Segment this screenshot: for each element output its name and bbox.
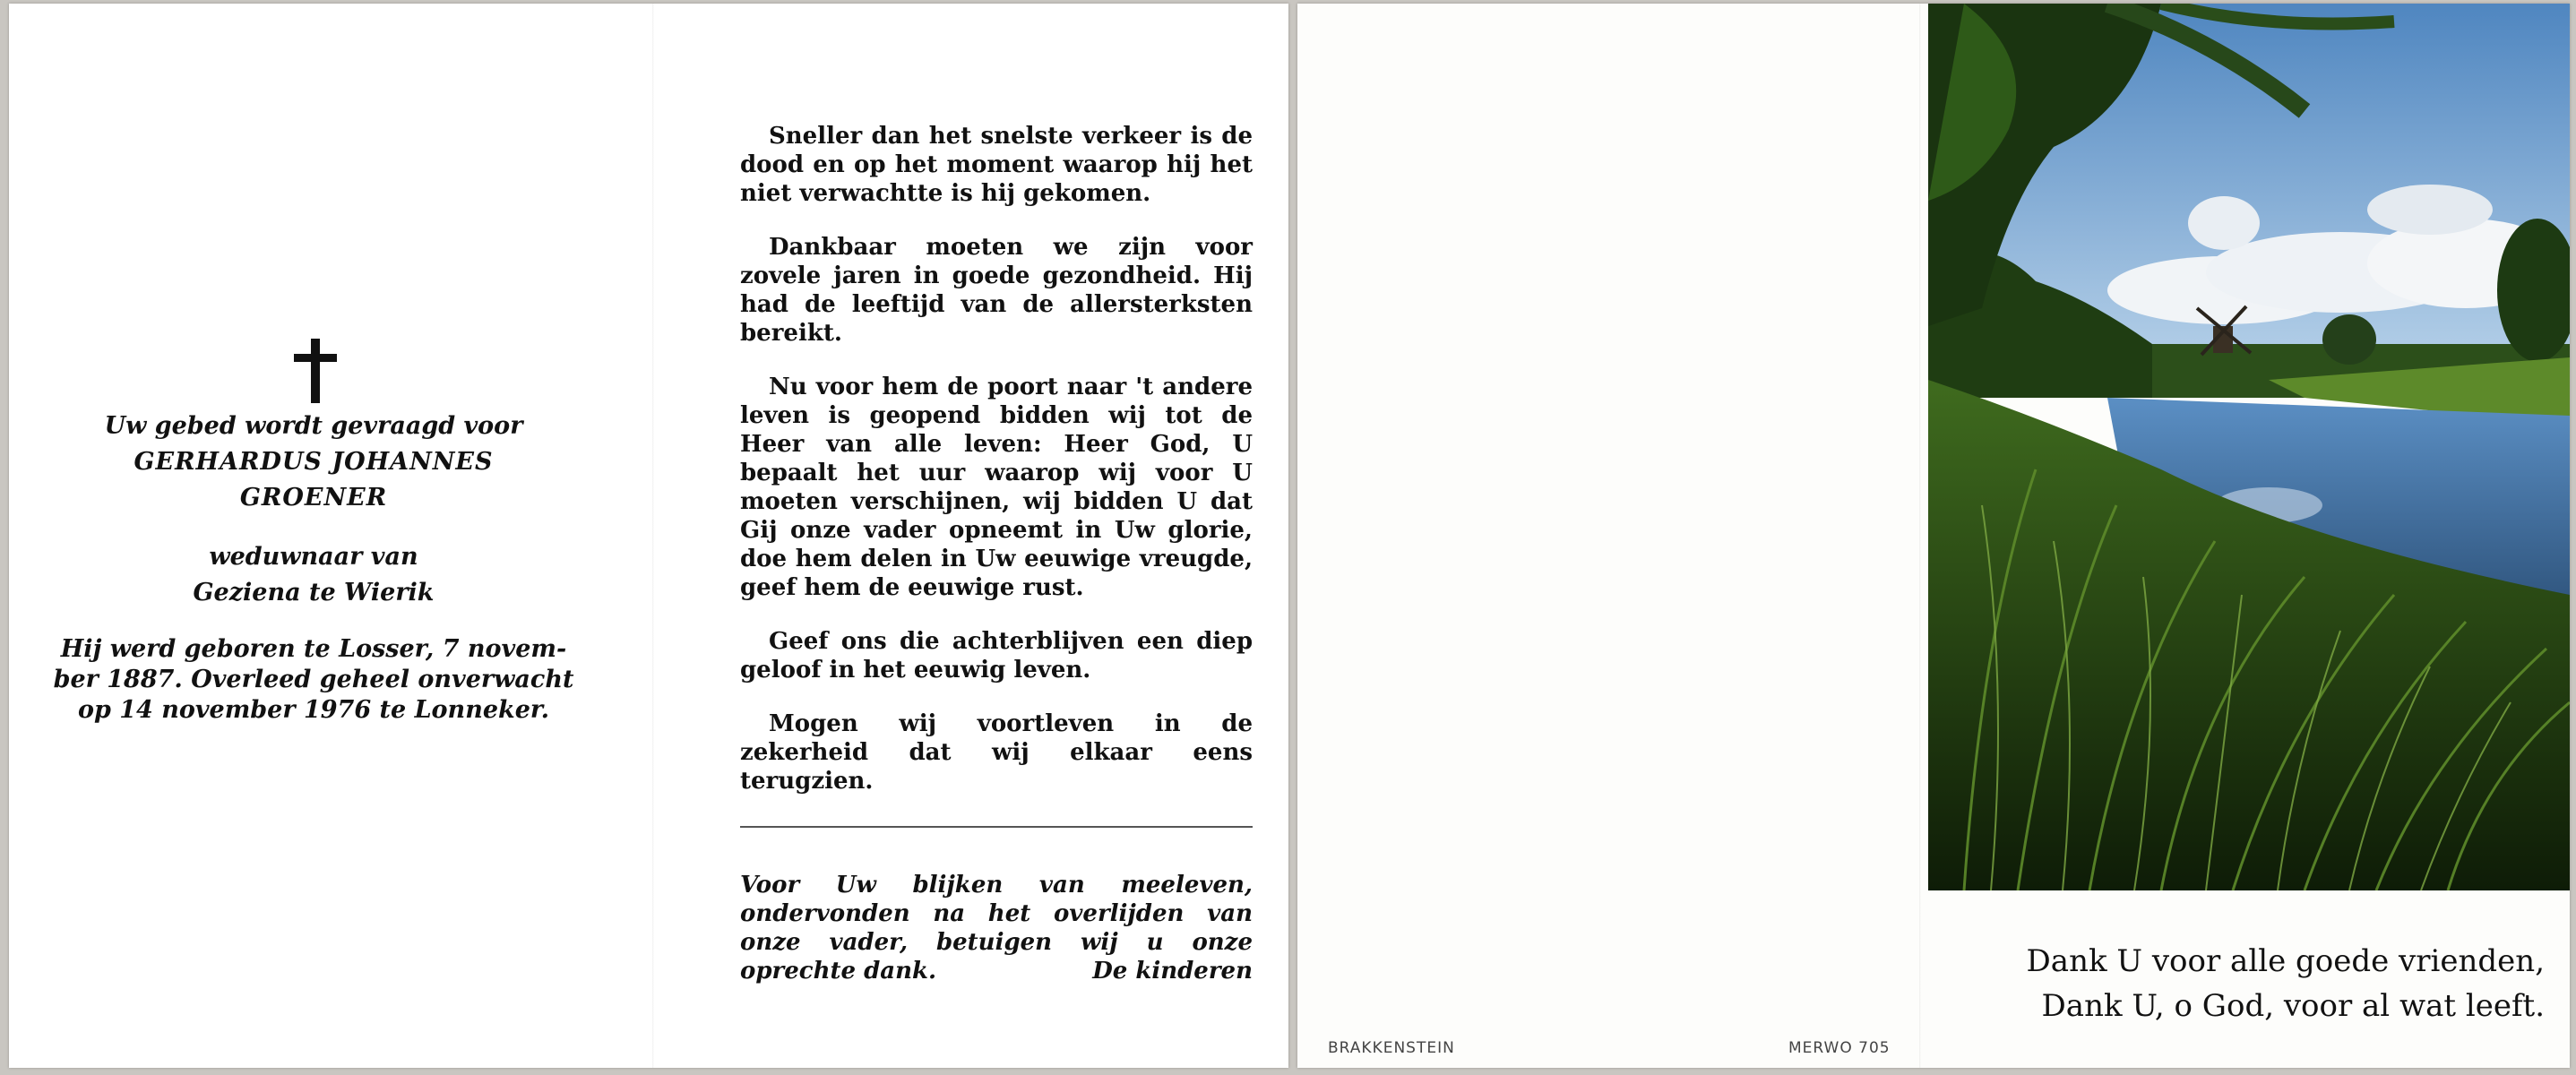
paragraph: Dankbaar moeten we zijn voor zovele jaren in goede gezondheid. Hij had de leeftijd van de allersterksten bereikt. (740, 234, 1253, 347)
divider (740, 826, 1253, 828)
memorial-text (36, 408, 591, 726)
paragraph: Nu voor hem de poort naar 't andere leven is geopend bidden wij tot de Heer van alle leven: Heer God, U bepaalt het uur waarop wij voor U moeten verschijnen, wij bidden U dat Gij onze vader opneemt in Uw glorie, doe hem delen in Uw eeuwige vreugde, geef hem de eeuwige rust. (740, 374, 1253, 601)
thanks-text: Voor Uw blijken van meeleven, ondervonden na het overlijden van onze vader, betuigen wij u onze oprechte dank. (740, 872, 1253, 985)
spouse-name: Geziena te Wierik (193, 579, 435, 606)
signature: De kinderen (1092, 958, 1253, 985)
landscape-photo (1928, 4, 2570, 890)
product-code: MERWO 705 (1788, 1039, 1891, 1057)
publisher-mark: BRAKKENSTEIN (1328, 1039, 1455, 1057)
deceased-name-first: GERHARDUS JOHANNES (134, 448, 494, 476)
prayer-request: Uw gebed wordt gevraagd voor (104, 412, 523, 440)
thanks-note (740, 871, 1253, 985)
life-dates-line-2: ber 1887. Overleed geheel onverwacht (53, 666, 574, 693)
life-dates-line-3: op 14 november 1976 te Lonneker. (77, 696, 550, 724)
life-dates-line-1: Hij werd geboren te Losser, 7 novem- (60, 635, 567, 663)
caption-line-2: Dank U, o God, voor al wat leeft. (2041, 988, 2545, 1024)
deceased-name-last: GROENER (239, 484, 388, 512)
fold-line-left (652, 4, 654, 1068)
paragraph: Sneller dan het snelste verkeer is de dood en op het moment waarop hij het niet verwachtte is hij gekomen. (740, 123, 1253, 207)
paragraph: Geef ons die achterblijven een diep geloof in het eeuwig leven. (740, 628, 1253, 684)
reflection-text (740, 122, 1253, 821)
photo-caption (1962, 939, 2545, 1028)
caption-line-1: Dank U voor alle goede vrienden, (2026, 943, 2545, 979)
widower-label: weduwnaar van (209, 543, 418, 571)
paragraph: Mogen wij voortleven in de zekerheid dat wij elkaar eens terugzien. (740, 710, 1253, 795)
cross-icon (294, 339, 337, 403)
fold-line-right (1919, 4, 1921, 1068)
